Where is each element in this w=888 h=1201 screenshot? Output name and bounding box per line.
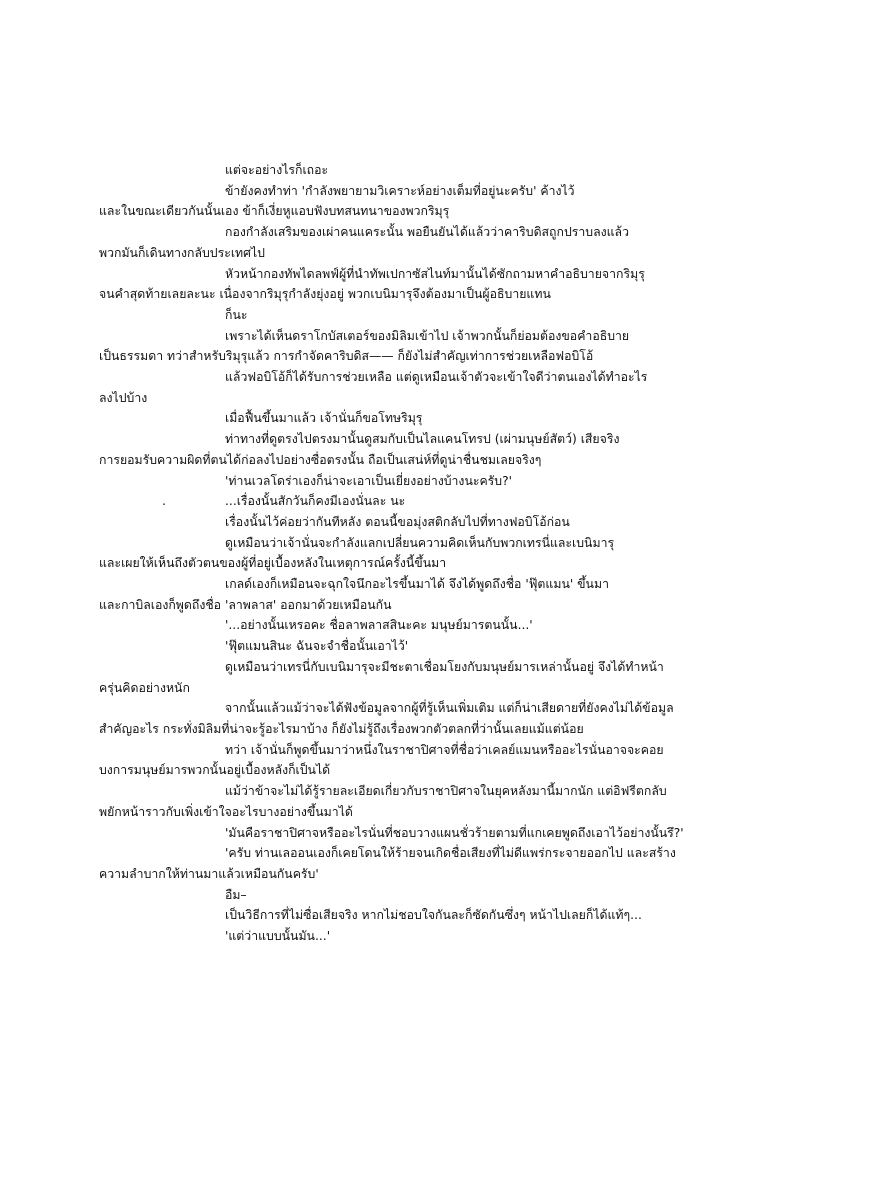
paragraph — [99, 843, 722, 884]
paragraph — [99, 326, 722, 367]
body-text — [99, 160, 722, 947]
paragraph — [99, 367, 722, 408]
paragraph — [99, 740, 722, 781]
text-line: พวกมันก็เดินทางกลับประเทศไป — [99, 245, 265, 260]
text-line: อืม– — [225, 887, 247, 902]
text-line: สำคัญอะไร กระทั่งมิลิมที่น่าจะรู้อะไรมาบ้าง ก็ยังไม่รู้ถึงเรื่องพวกตัวตลกที่ว่านั้นเลยแม้แต่น้อย — [99, 721, 584, 736]
text-line: ลงไปบ้าง — [99, 390, 148, 405]
paragraph — [99, 533, 722, 574]
text-line: แต่จะอย่างไรก็เถอะ — [225, 163, 329, 177]
text-line: การยอมรับความผิดที่ตนได้ก่อลงไปอย่างซื่อตรงนั้น ถือเป็นเสน่ห์ที่ดูน่าชื่นชมเลยจริงๆ — [99, 452, 542, 467]
text-line: ท่าทางที่ดูตรงไปตรงมานั้นดูสมกับเป็นไลแคนโทรป (เผ่ามนุษย์สัตว์) เสียจริง — [225, 432, 620, 447]
text-line: และในขณะเดียวกันนั้นเอง ข้าก็เงี่ยหูแอบฟังบทสนทนาของพวกริมุรุ — [99, 204, 450, 219]
paragraph — [162, 636, 722, 657]
paragraph — [162, 408, 722, 429]
paragraph — [162, 823, 722, 844]
text-line: เกลด์เองก็เหมือนจะฉุกใจนึกอะไรขึ้นมาได้ จึงได้พูดถึงชื่อ 'ฟุ๊ตแมน' ขึ้นมา — [225, 577, 609, 592]
paragraph — [162, 491, 722, 512]
text-line: ความลำบากให้ท่านมาแล้วเหมือนกันครับ' — [99, 866, 319, 881]
text-line: เพราะได้เห็นดราโกบัสเตอร์ของมิลิมเข้าไป เจ้าพวกนั้นก็ย่อมต้องขอคำอธิบาย — [225, 328, 630, 343]
text-line: จนคำสุดท้ายเลยละนะ เนื่องจากริมุรุกำลังยุ่งอยู่ พวกเบนิมารุจึงต้องมาเป็นผู้อธิบายแทน — [99, 287, 551, 302]
paragraph — [99, 657, 722, 698]
paragraph — [99, 222, 722, 263]
paragraph — [99, 181, 722, 222]
text-line: ข้ายังคงทำท่า 'กำลังพยายามวิเคราะห์อย่างเต็มที่อยู่นะครับ' ค้างไว้ — [225, 183, 575, 198]
text-line: หัวหน้ากองทัพไดลพฟ์ผู้ที่นำทัพเปกาซัสไนท์มานั้นได้ซักถามหาคำอธิบายจากริมุรุ — [225, 266, 645, 281]
paragraph — [162, 160, 722, 181]
text-line: เมื่อฟื้นขึ้นมาแล้ว เจ้านั่นก็ขอโทษริมุรุ — [225, 411, 423, 426]
text-line: จากนั้นแล้วแม้ว่าจะได้ฟังข้อมูลจากผู้ที่รู้เห็นเพิ่มเติม แต่ก็น่าเสียดายที่ยังคงไม่ได้ข้อมูล — [225, 701, 674, 716]
paragraph — [162, 885, 722, 906]
text-line: เรื่องนั้นไว้ค่อยว่ากันทีหลัง ตอนนี้ขอมุ่งสติกลับไปที่ทางฟอบิโอ้ก่อน — [225, 514, 570, 529]
text-line: และเผยให้เห็นถึงตัวตนของผู้ที่อยู่เบื้องหลังในเหตุการณ์ครั้งนี้ขึ้นมา — [99, 556, 447, 571]
text-line: ดูเหมือนว่าเจ้านั่นจะกำลังแลกเปลี่ยนความคิดเห็นกับพวกเทรนี่และเบนิมารุ — [225, 535, 615, 550]
paragraph — [99, 698, 722, 739]
paragraph — [162, 926, 722, 947]
text-line: แล้วฟอบิโอ้ก็ได้รับการช่วยเหลือ แต่ดูเหมือนเจ้าตัวจะเข้าใจดีว่าตนเองได้ทำอะไร — [225, 370, 648, 385]
text-line: ก็นะ — [225, 307, 248, 322]
text-line: 'ครับ ท่านเลออนเองก็เคยโดนให้ร้ายจนเกิดชื่อเสียงที่ไม่ดีแพร่กระจายออกไป และสร้าง — [225, 846, 676, 861]
text-line: บงการมนุษย์มารพวกนั้นอยู่เบื้องหลังก็เป็นได้ — [99, 763, 331, 778]
text-line: เป็นวิธีการที่ไม่ซื่อเสียจริง หากไม่ชอบใจกันละก็ซัดกันซึ่งๆ หน้าไปเลยก็ได้แท้ๆ... — [225, 908, 642, 923]
text-line: แม้ว่าข้าจะไม่ได้รู้รายละเอียดเกี่ยวกับราชาปิศาจในยุคหลังมานี้มากนัก แต่อิฟรีตกลับ — [225, 784, 667, 799]
text-line: ครุ่นคิดอย่างหนัก — [99, 680, 190, 695]
paragraph — [162, 305, 722, 326]
paragraph — [162, 615, 722, 636]
text-line: กองกำลังเสริมของเผ่าคนแคระนั้น พอยืนยันได้แล้วว่าคาริบดิสถูกปราบลงแล้ว — [225, 225, 629, 240]
text-line: ดูเหมือนว่าเทรนี่กับเบนิมารุจะมีชะตาเชื่อมโยงกับมนุษย์มารเหล่านั้นอยู่ จึงได้ทำหน้า — [225, 659, 664, 674]
text-line: เป็นธรรมดา ทว่าสำหรับริมุรุแล้ว การกำจัดคาริบดิส—— ก็ยังไม่สำคัญเท่าการช่วยเหลือฟอบิโอ้ — [99, 349, 594, 364]
paragraph — [99, 264, 722, 305]
text-line: พยักหน้าราวกับเพิ่งเข้าใจอะไรบางอย่างขึ้นมาได้ — [99, 804, 353, 819]
paragraph — [162, 905, 722, 926]
paragraph — [162, 471, 722, 492]
text-line: และกาบิลเองก็พูดถึงชื่อ 'ลาพลาส' ออกมาด้วยเหมือนกัน — [99, 597, 392, 612]
text-line: '...อย่างนั้นเหรอคะ ชื่อลาพลาสสินะคะ มนุษย์มารตนนั้น...' — [225, 618, 533, 633]
stray-mark: . — [162, 494, 166, 509]
paragraph — [162, 512, 722, 533]
paragraph — [99, 574, 722, 615]
paragraph — [99, 781, 722, 822]
paragraph — [99, 429, 722, 470]
text-line: ...เรื่องนั้นสักวันก็คงมีเองนั่นละ นะ — [225, 494, 406, 509]
text-line: ทว่า เจ้านั่นก็พูดขึ้นมาว่าหนึ่งในราชาปิศาจที่ชื่อว่าเคลย์แมนหรืออะไรนั่นอาจจะคอย — [225, 742, 664, 757]
text-line: 'แต่ว่าแบบนั้นมัน...' — [225, 929, 331, 944]
text-line: 'ฟุ๊ตแมนสินะ ฉันจะจำชื่อนั้นเอาไว้' — [225, 639, 409, 654]
text-line: 'ท่านเวลโดร่าเองก็น่าจะเอาเป็นเยี่ยงอย่างบ้างนะครับ?' — [225, 473, 512, 488]
text-line: 'มันคือราชาปิศาจหรืออะไรนั่นที่ชอบวางแผนชั่วร้ายตามที่แกเคยพูดถึงเอาไว้อย่างนั้นรึ?' — [225, 825, 684, 840]
